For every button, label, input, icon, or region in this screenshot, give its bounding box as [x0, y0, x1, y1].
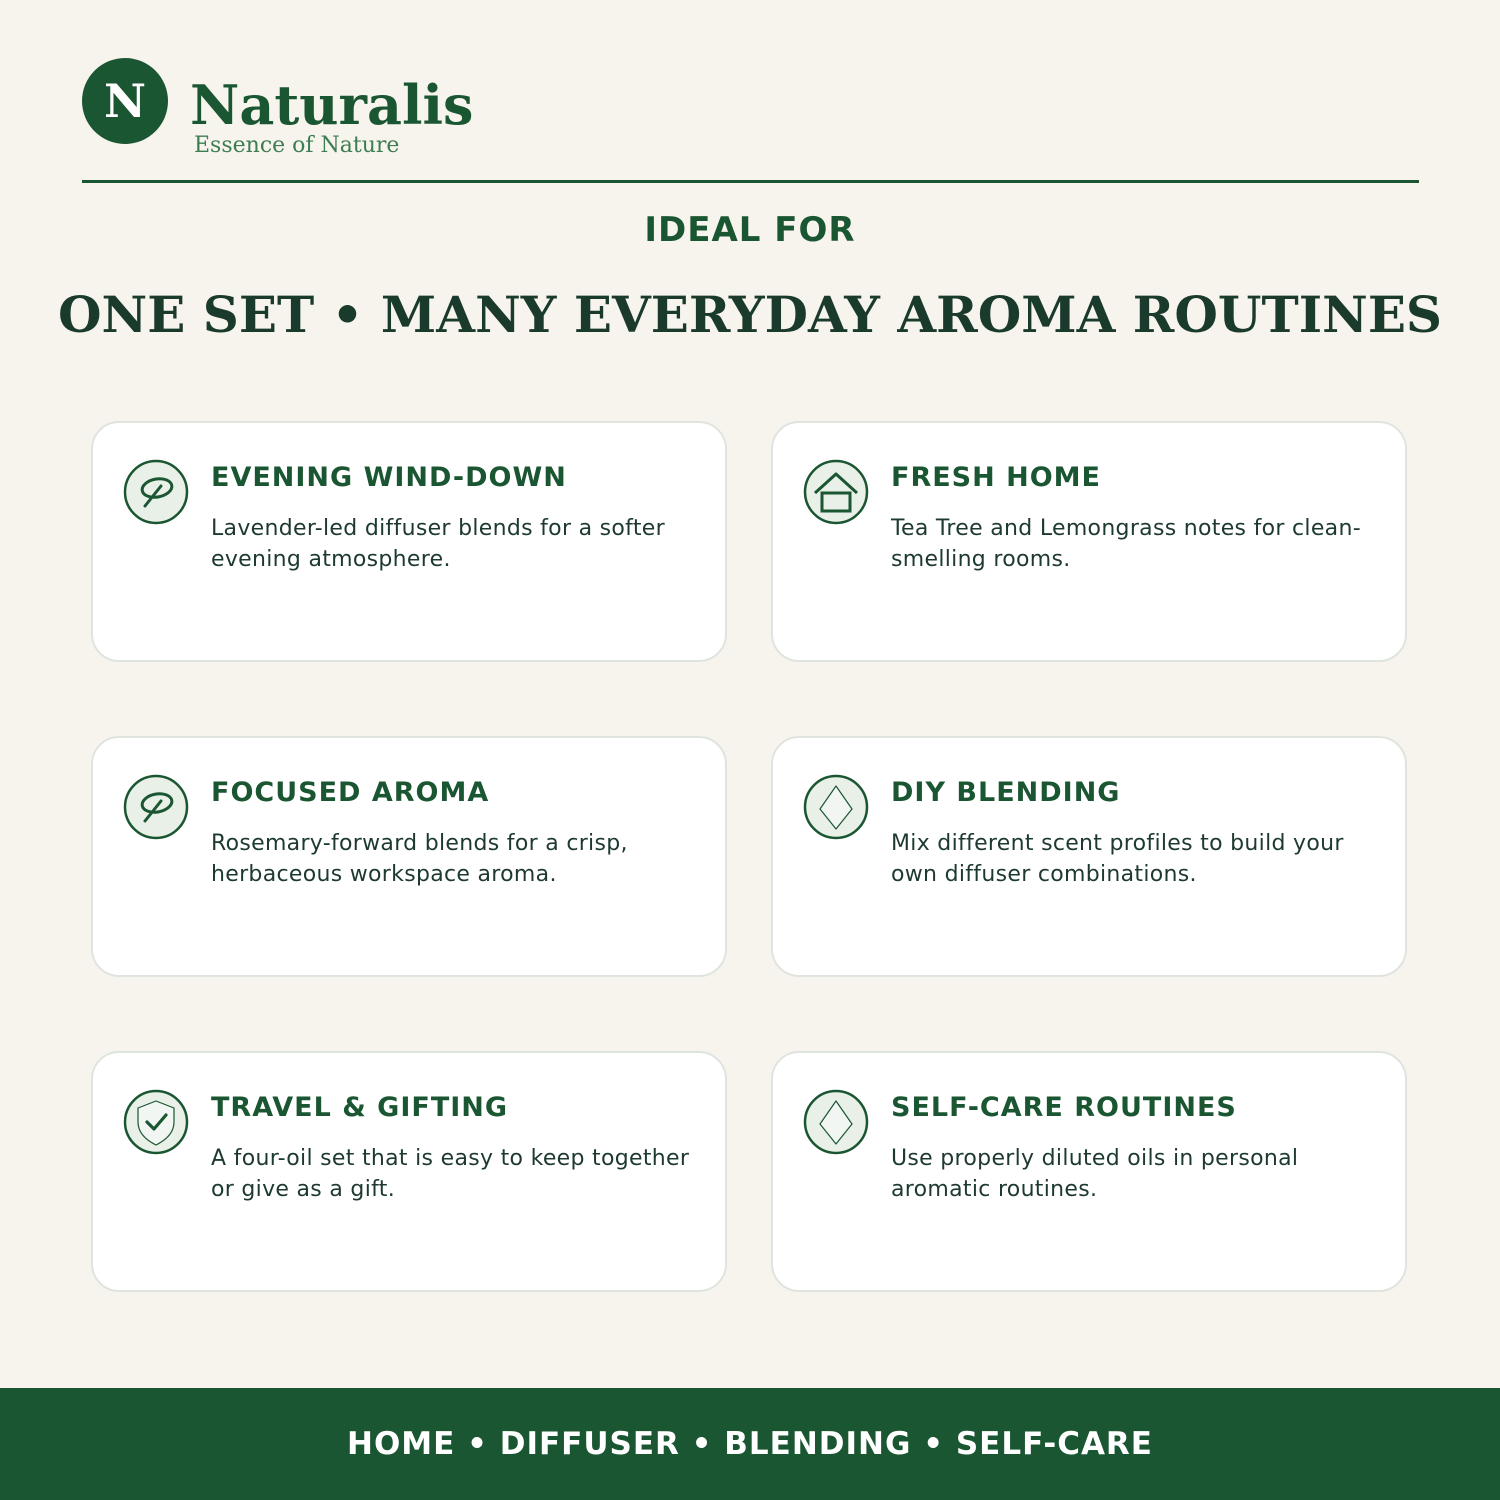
use-case-card-focused-aroma [91, 736, 727, 977]
leaf-icon [123, 774, 189, 840]
home-icon [803, 459, 869, 525]
section-eyebrow: IDEAL FOR [644, 210, 856, 250]
card-description: Mix different scent profiles to build your own diffuser combinations. [891, 831, 1344, 887]
use-case-card-self-care-routines [771, 1051, 1407, 1292]
footer-banner [0, 1388, 1500, 1500]
brand-logo-letter: N [103, 74, 147, 128]
card-title: FOCUSED AROMA [211, 777, 490, 808]
card-title: TRAVEL & GIFTING [211, 1092, 509, 1123]
card-title: FRESH HOME [891, 462, 1101, 493]
brand-tagline: Essence of Nature [194, 133, 400, 158]
drop-icon [803, 774, 869, 840]
brand-name: Naturalis [190, 73, 474, 137]
card-description: A four-oil set that is easy to keep together or give as a gift. [211, 1146, 690, 1202]
card-description: Rosemary-forward blends for a crisp, herbaceous workspace aroma. [211, 831, 628, 887]
header-divider [82, 180, 1419, 183]
section-headline: ONE SET • MANY EVERYDAY AROMA ROUTINES [57, 285, 1443, 344]
use-case-card-fresh-home [771, 421, 1407, 662]
use-case-card-evening-wind-down [91, 421, 727, 662]
card-description: Lavender-led diffuser blends for a softer evening atmosphere. [211, 516, 665, 572]
drop-icon [803, 1089, 869, 1155]
shield-check-icon [123, 1089, 189, 1155]
card-title: DIY BLENDING [891, 777, 1121, 808]
card-title: EVENING WIND-DOWN [211, 462, 567, 493]
card-description: Tea Tree and Lemongrass notes for clean-smelling rooms. [891, 516, 1361, 572]
footer-text: HOME • DIFFUSER • BLENDING • SELF-CARE [347, 1426, 1153, 1462]
use-case-card-travel-gifting [91, 1051, 727, 1292]
card-title: SELF-CARE ROUTINES [891, 1092, 1237, 1123]
use-case-card-diy-blending [771, 736, 1407, 977]
card-description: Use properly diluted oils in personal aromatic routines. [891, 1146, 1299, 1202]
brand-logo [82, 58, 168, 144]
leaf-icon [123, 459, 189, 525]
